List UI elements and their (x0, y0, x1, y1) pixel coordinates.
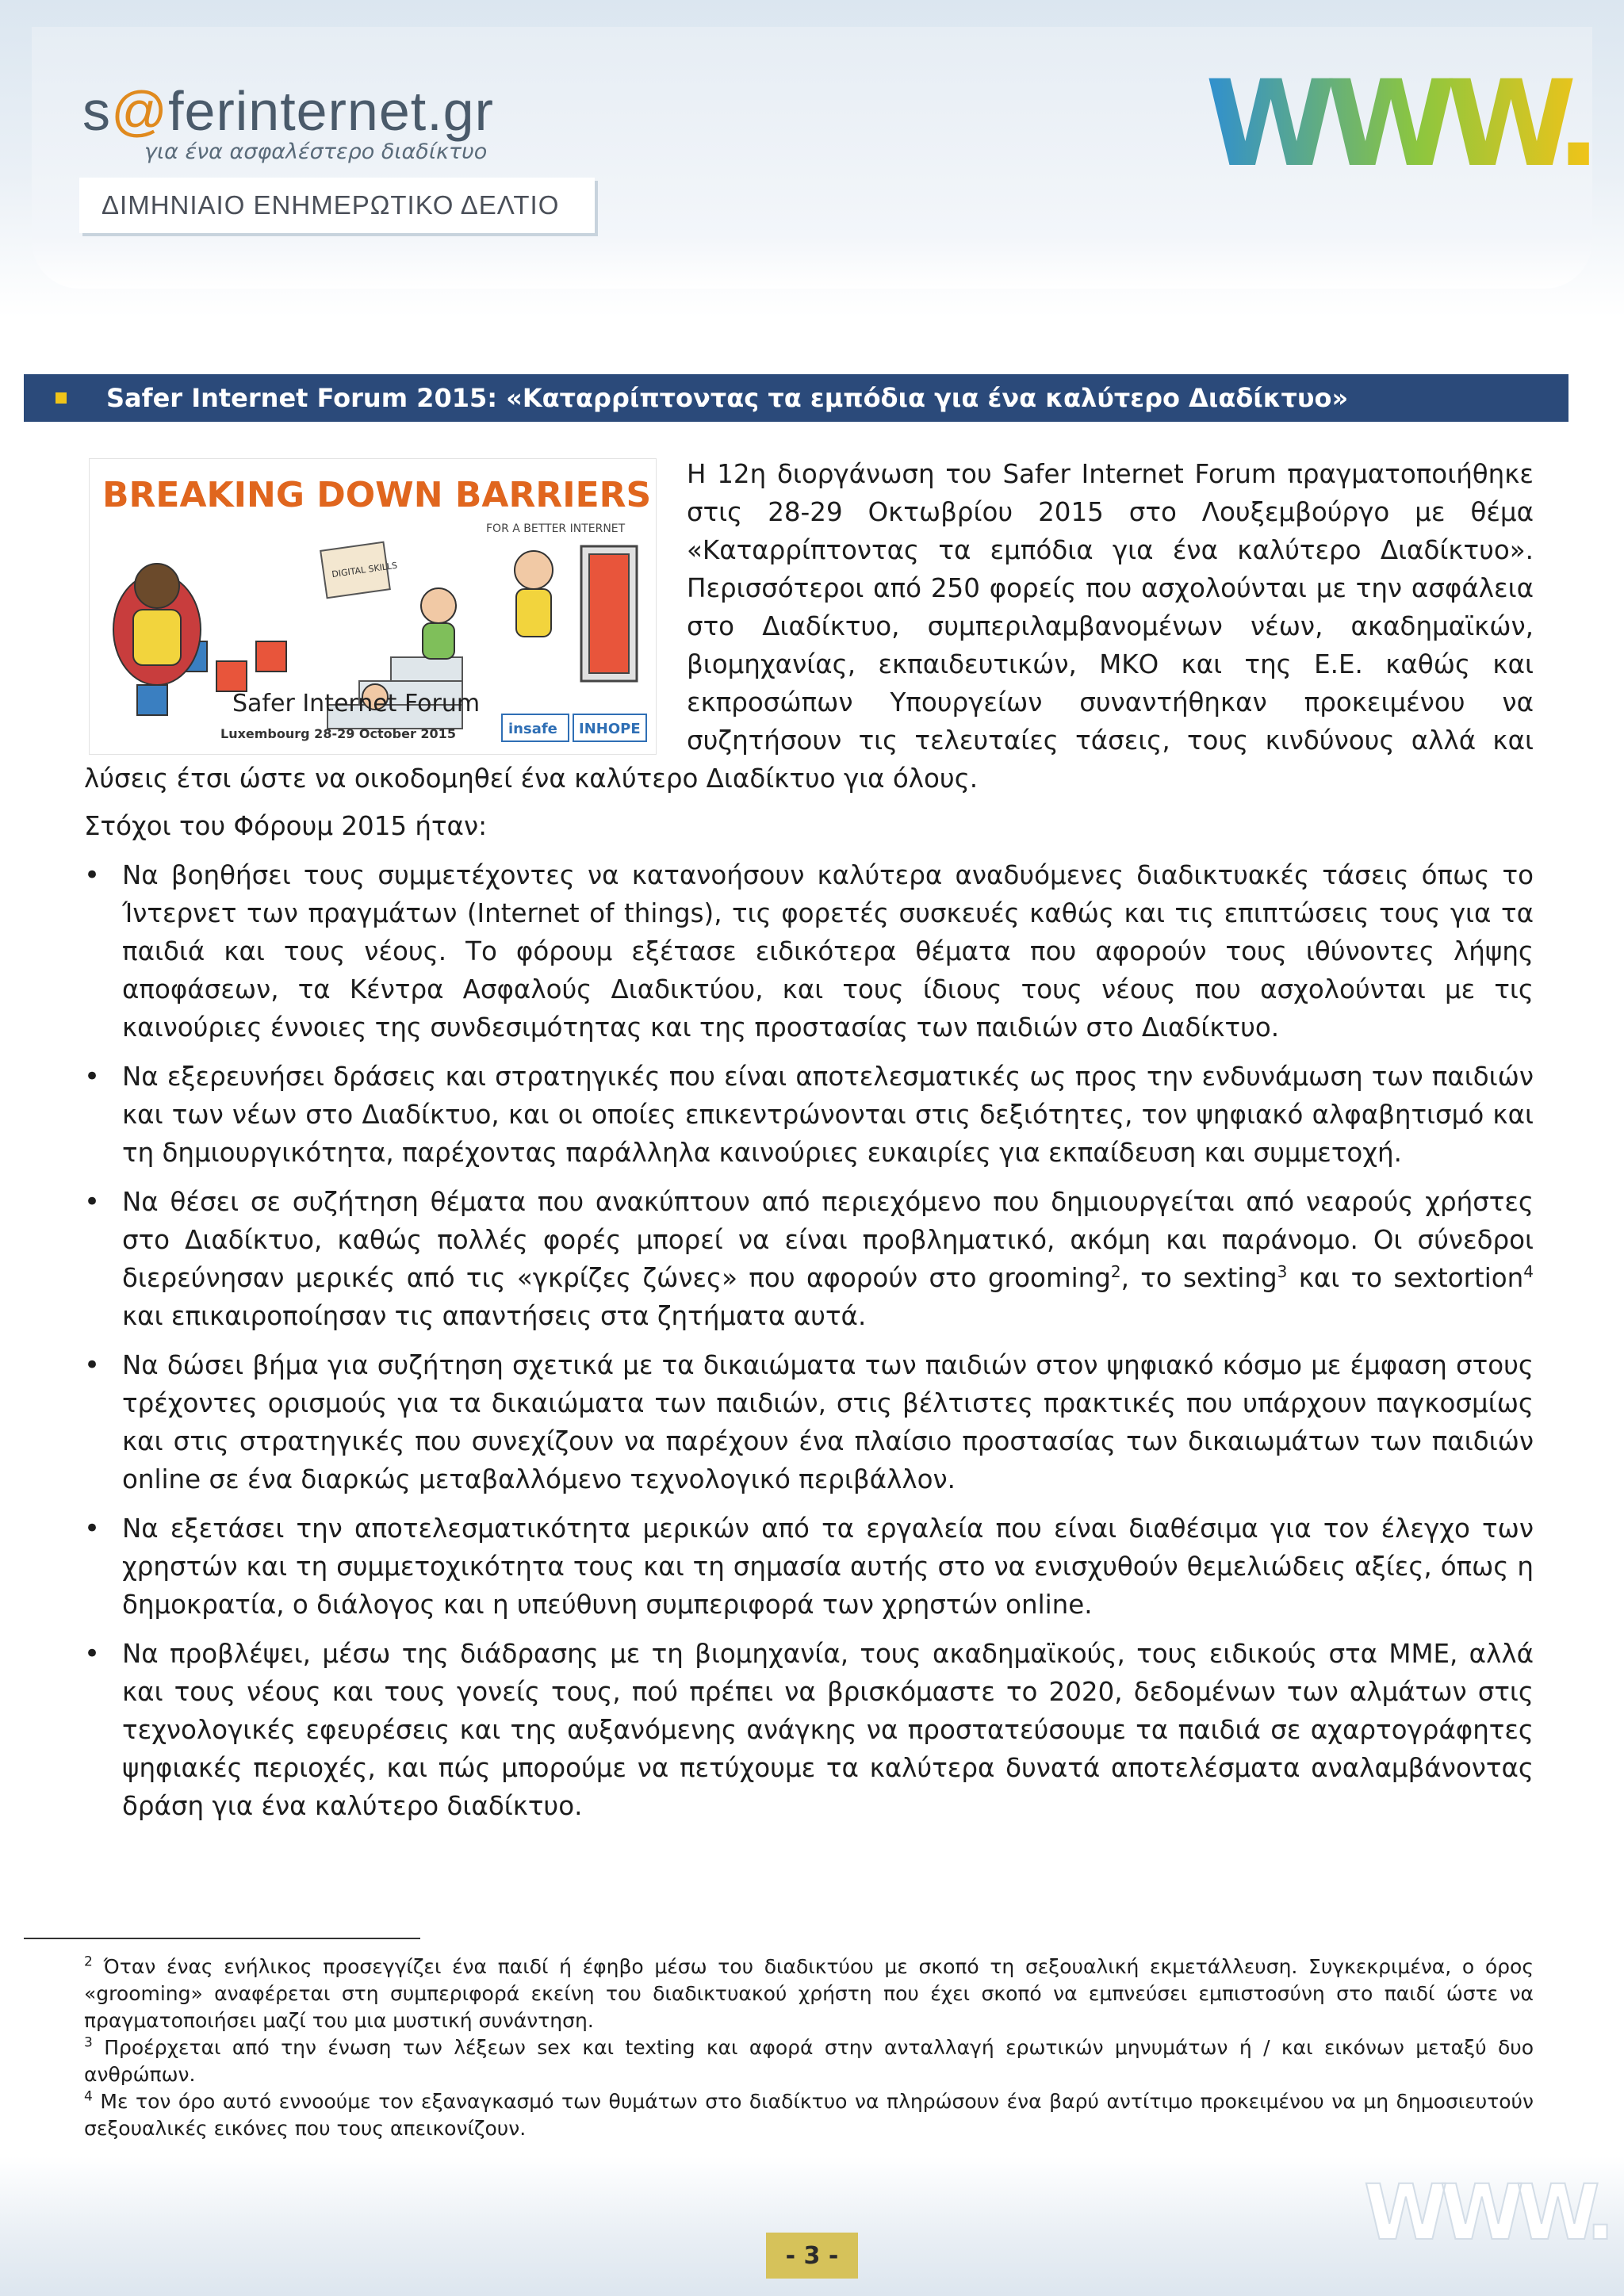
footer-www-logo (1364, 2168, 1607, 2257)
section-header-bar (24, 374, 1568, 422)
brand-tagline: για ένα ασφαλέστερο διαδίκτυο (144, 140, 488, 164)
section-bullet (56, 392, 67, 404)
poster-forum-name: Safer Internet Forum (232, 690, 481, 718)
footnote-ref-2[interactable]: 2 (1110, 1262, 1121, 1282)
list-item: • Να δώσει βήμα για συζήτηση σχετικά με τα δικαιώματα των παιδιών στον ψηφιακό κόσμο με έμφαση στους τρέχοντες ορισμούς για τα δικαιώματα των παιδιών, στις βέλτιστες πρακτικές που υπάρχουν παγκοσμίως και στις στρατηγικές που συνεχίζουν να παρέχουν ένα πλαίσιο προστασίας των δικαιωμάτων των παιδιών online σε ένα διαρκώς μεταβαλλόμενο τεχνολογικό περιβάλλον. (84, 1346, 1534, 1498)
list-item: • Να εξετάσει την αποτελεσματικότητα μερικών από τα εργαλεία που είναι διαθέσιμα για τον έλεγχο των χρηστών και τη συμμετοχικότητα τους και τη σημασία αυτής στο να ενισχυθούν θεμελιώδεις αξίες, όπως η δημοκρατία, ο διάλογος και η υπεύθυνη συμπεριφορά των χρηστών online. (84, 1510, 1534, 1624)
footnote-ref-4[interactable]: 4 (1523, 1262, 1534, 1282)
article-intro: Η 12η διοργάνωση του Safer Internet Forum πραγματοποιήθηκε στις 28-29 Οκτωβρίου 2015 στο Λουξεμβούργο με θέμα «Καταρρίπτοντας τα εμπόδια για ένα καλύτερο Διαδίκτυο». Περισσότεροι από 250 φορείς που ασχολούνται με την ασφάλεια στο Διαδίκτυο, συμπεριλαμβανομένων νέων, ακαδημαϊκών, βιομηχανίας, εκπαιδευτικών, ΜΚΟ και της Ε.Ε. καθώς και εκπροσώπων Υπουργείων συναντήθηκαν προκειμένου να συζητήσουν τις τελευταίες τάσεις, τους κινδύνους αλλά και λύσεις έτσι ώστε να οικοδομηθεί ένα καλύτερο Διαδίκτυο για όλους. (84, 459, 1534, 794)
section-title: Safer Internet Forum 2015: «Καταρρίπτοντας τα εμπόδια για ένα καλύτερο Διαδίκτυο» (106, 383, 1349, 413)
page-number: - 3 - (766, 2233, 858, 2279)
poster-logo-inhope: INHOPE (579, 721, 641, 737)
footnote-divider (24, 1938, 420, 1939)
poster-logo-insafe: insafe (508, 721, 557, 737)
list-item: • Να εξερευνήσει δράσεις και στρατηγικές που είναι αποτελεσματικές ως προς την ενδυνάμωση των παιδιών και των νέων στο Διαδίκτυο, και οι οποίες επικεντρώνονται στις δεξιότητες, τον ψηφιακό αλφαβητισμό και τη δημιουργικότητα, παρέχοντας παράλληλα καινούριες ευκαιρίες για εκπαίδευση και συμμετοχή. (84, 1058, 1534, 1172)
brand-name: s@ferinternet.gr (82, 80, 494, 142)
footnote-3: $^3$ Προέρχεται από την ένωση των λέξεων sex και texting και αφορά στην ανταλλαγή ερωτικών μηνυμάτων ή / και εικόνων μεταξύ δυο ανθρώπων. (84, 2034, 1534, 2086)
goals-list (84, 856, 1534, 1825)
list-item: • Να βοηθήσει τους συμμετέχοντες να κατανοήσουν καλύτερα αναδυόμενες διαδικτυακές τάσεις όπως το Ίντερνετ των πραγμάτων (Internet of things), τις φορετές συσκευές καθώς και τις επιπτώσεις τους για τα παιδιά και τους νέους. Το φόρουμ εξέτασε ειδικότερα θέματα που αφορούν τους ιθύνοντες λήψης αποφάσεων, τα Κέντρα Ασφαλούς Διαδικτύου, και τους ίδιους τους νέους που ασχολούνται με τις καινούριες έννοιες της συνδεσιμότητας και της προστασίας των παιδιών στο Διαδίκτυο. (84, 856, 1534, 1047)
poster-subhead: FOR A BETTER INTERNET (486, 522, 626, 535)
list-item: • Να θέσει σε συζήτηση θέματα που ανακύπτουν από περιεχόμενο που δημιουργείται από νεαρούς χρήστες στο Διαδίκτυο, καθώς πολλές φορές μπορεί να είναι προβληματικό, ακόμη και παράνομο. Οι σύνεδροι διερεύνησαν μερικές από τις «γκρίζες ζώνες» που αφορούν στο grooming$^2$, το sexting$^3$ και το sextortion$^4$ και επικαιροποίησαν τις απαντήσεις στα ζητήματα αυτά. (84, 1183, 1534, 1335)
brand-at-sign: @ (111, 80, 169, 142)
goals-heading: Στόχοι του Φόρουμ 2015 ήταν: (84, 811, 488, 841)
footnote-2: $^2$ Όταν ένας ενήλικος προσεγγίζει ένα παιδί ή έφηβο μέσω του διαδικτύου με σκοπό τη σεξουαλική εκμετάλλευση. Συγκεκριμένα, ο όρος «grooming» αναφέρεται στη συμπεριφορά εκείνη του διαδικτυακού χρήστη που έχει σκοπό να εμπνεύσει εμπιστοσύνη στο παιδί ώστε να πραγματοποιήσει μαζί του μια μυστική συνάντηση. (84, 1954, 1534, 2032)
footnotes (84, 1954, 1534, 2142)
list-item: • Να προβλέψει, μέσω της διάδρασης με τη βιομηχανία, τους ακαδημαϊκούς, τους ειδικούς στα ΜΜΕ, αλλά και τους νέους και τους γονείς τους, πού πρέπει να βρισκόμαστε το 2020, δεδομένων των αλμάτων στις τεχνολογικές εφευρέσεις και της αυξανόμενης ανάγκης να προστατεύσουμε τα παιδιά σε αχαρτογράφητες ψηφιακές περιοχές, και πώς μπορούμε να πετύχουμε τα καλύτερα δυνατά αποτελέσματα αναλαμβάνοντας δράση για ένα καλύτερο διαδίκτυο. (84, 1635, 1534, 1825)
footer-www-graphic (1364, 2168, 1607, 2257)
bulletin-label: ΔΙΜΗΝΙΑΙΟ ΕΝΗΜΕΡΩΤΙΚΟ ΔΕΛΤΙΟ (79, 178, 595, 233)
footnote-ref-3[interactable]: 3 (1277, 1262, 1288, 1282)
article-body (84, 455, 1534, 1836)
poster-headline: BREAKING DOWN BARRIERS (102, 475, 652, 515)
poster-place-date: Luxembourg 28-29 October 2015 (220, 726, 456, 741)
footnote-4: $^4$ Με τον όρο αυτό εννοούμε τον εξαναγκασμό των θυμάτων στο διαδίκτυο να πληρώσουν ένα βαρύ αντίτιμο προκειμένου να μη δημοσιευτούν σεξουαλικές εικόνες που τους απεικονίζουν. (84, 2088, 1534, 2140)
image-spacer (84, 455, 687, 760)
www-logo-text: WWW. (1205, 55, 1591, 193)
saferinternet-logo (82, 79, 494, 164)
www-logo-graphic (1205, 55, 1591, 193)
www-logo (1205, 55, 1591, 193)
poster-sign-text: DIGITAL SKILLS (331, 560, 398, 580)
footer-www-text: WWW. (1364, 2168, 1607, 2257)
